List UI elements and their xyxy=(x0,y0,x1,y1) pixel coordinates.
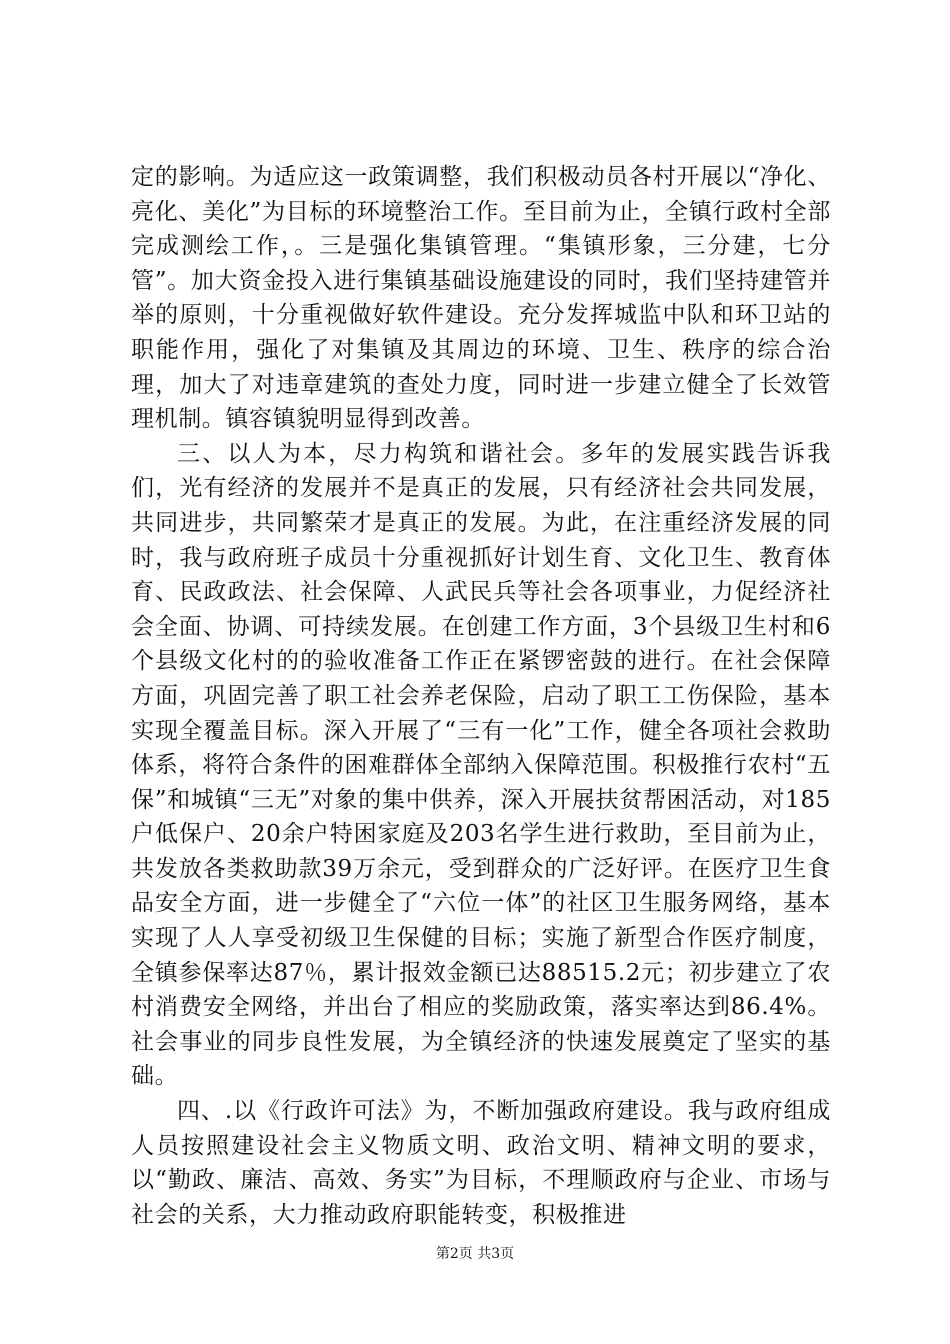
paragraph-environment-management: 定的影响。为适应这一政策调整，我们积极动员各村开展以“净化、亮化、美化”为目标的环境整治工作。至目前为止，全镇行政村全部完成测绘工作，。三是强化集镇管理。“集镇形象，三分建，七分管”。加大资金投入进行集镇基础设施建设的同时，我们坚持建管并举的原则，十分重视做好软件建设。充分发挥城监中队和环卫站的职能作用，强化了对集镇及其周边的环境、卫生、秩序的综合治理，加大了对违章建筑的查处力度，同时进一步建立健全了长效管理机制。镇容镇貌明显得到改善。 xyxy=(131,164,831,433)
paragraph-harmonious-society: 三、以人为本，尽力构筑和谐社会。多年的发展实践告诉我们，光有经济的发展并不是真正的发展，只有经济社会共同发展，共同进步，共同繁荣才是真正的发展。为此，在注重经济发展的同时，我与政府班子成员十分重视抓好计划生育、文化卫生、教育体育、民政政法、社会保障、人武民兵等社会各项事业，力促经济社会全面、协调、可持续发展。在创建工作方面，3个县级卫生村和6个县级文化村的的验收准备工作正在紧锣密鼓的进行。在社会保障方面，巩固完善了职工社会养老保险，启动了职工工伤保险，基本实现全覆盖目标。深入开展了“三有一化”工作，健全各项社会救助体系，将符合条件的困难群体全部纳入保障范围。积极推行农村“五保”和城镇“三无”对象的集中供养，深入开展扶贫帮困活动，对185户低保户、20余户特困家庭及203名学生进行救助，至目前为止，共发放各类救助款39万余元，受到群众的广泛好评。在医疗卫生食品安全方面，进一步健全了“六位一体”的社区卫生服务网络，基本实现了人人享受初级卫生保健的目标；实施了新型合作医疗制度，全镇参保率达87％，累计报效金额已达88515.2元；初步建立了农村消费安全网络，并出台了相应的奖励政策，落实率达到86.4%。社会事业的同步良性发展，为全镇经济的快速发展奠定了坚实的基础。 xyxy=(131,440,831,1090)
paragraph-government-building: 四、.以《行政许可法》为，不断加强政府建设。我与政府组成人员按照建设社会主义物质文明、政治文明、精神文明的要求，以“勤政、廉洁、高效、务实”为目标，不理顺政府与企业、市场与社会的关系，大力推动政府职能转变，积极推进 xyxy=(131,1098,831,1228)
document-body xyxy=(131,160,831,1232)
page-number-footer: 第2页 共3页 xyxy=(435,1246,515,1262)
